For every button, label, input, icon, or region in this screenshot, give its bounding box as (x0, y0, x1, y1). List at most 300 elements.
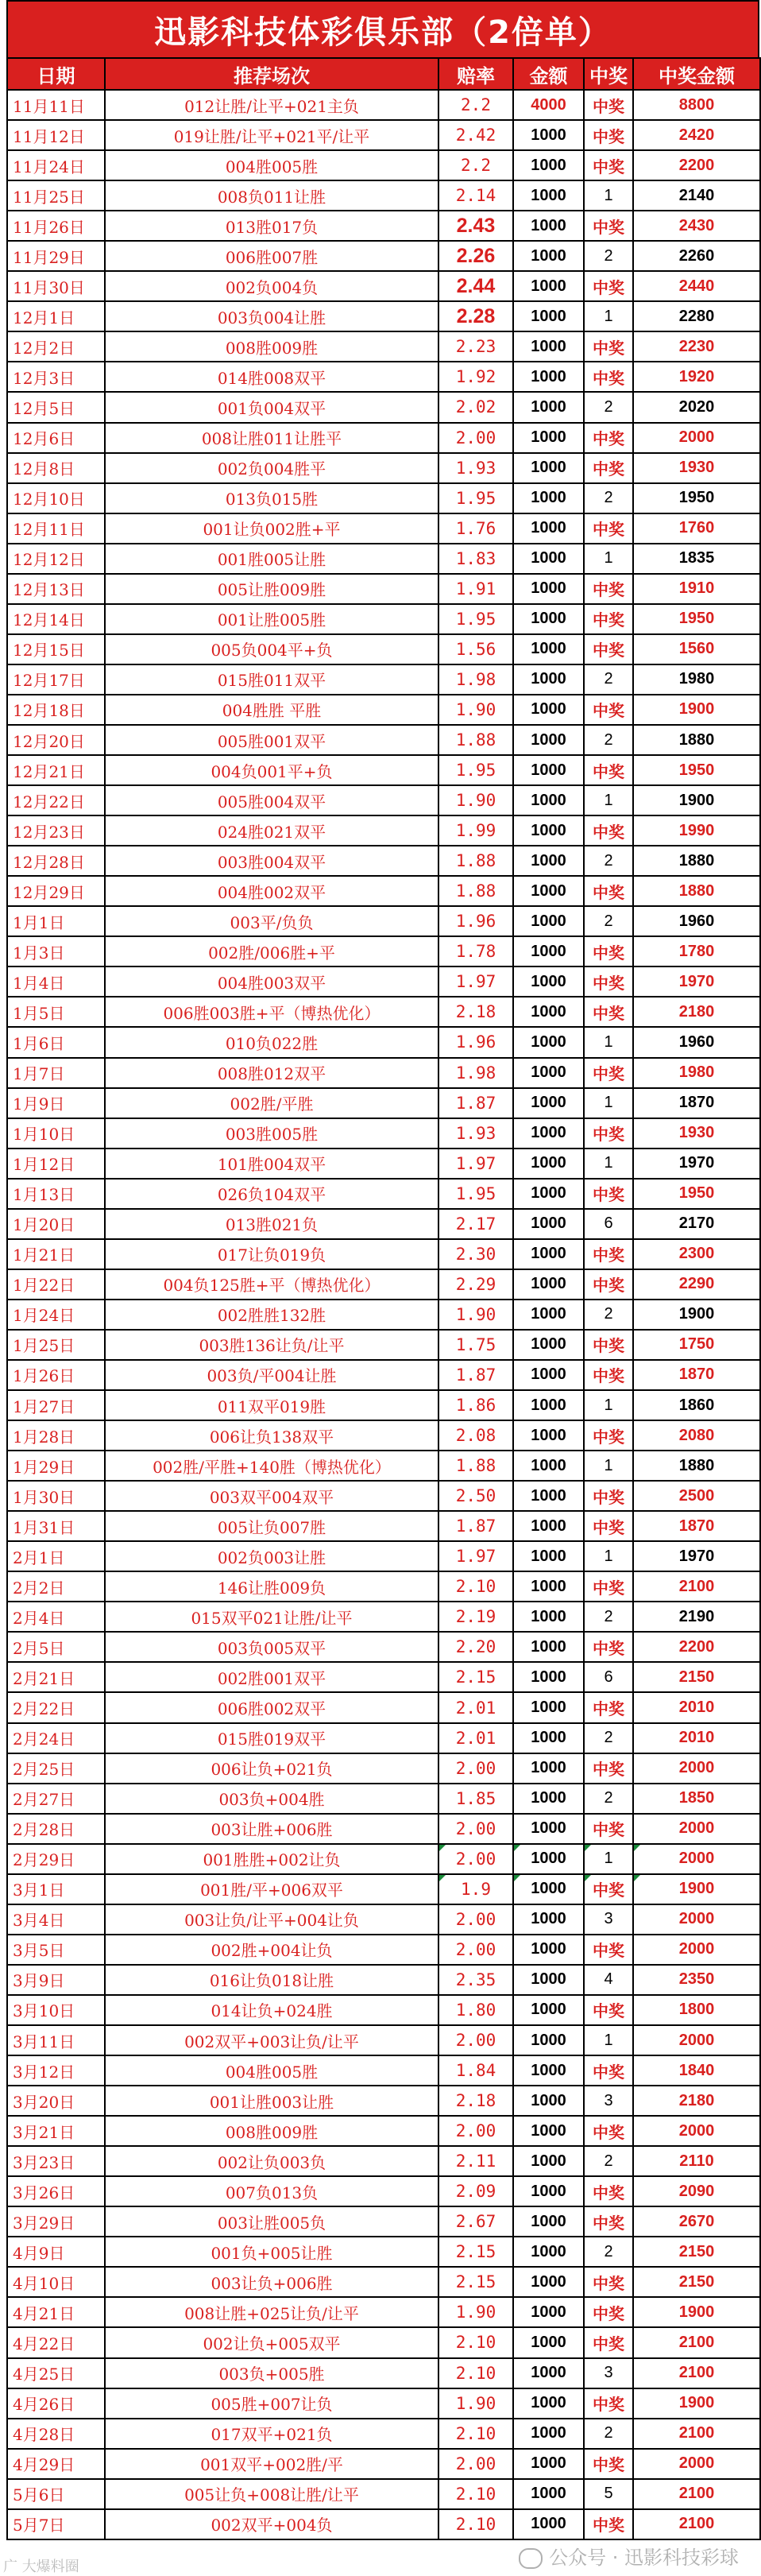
cell-date: 12月6日 (7, 423, 105, 453)
cell-match: 001双平+002胜/平 (105, 2449, 438, 2479)
cell-prize: 6 (584, 1209, 633, 1239)
cell-amount: 1000 (513, 1511, 584, 1541)
cell-amount: 1000 (513, 2267, 584, 2297)
cell-prize: 中奖 (584, 604, 633, 634)
table-row (7, 634, 760, 664)
cell-match: 003让胜005负 (105, 2206, 438, 2237)
cell-odds: 1.99 (438, 815, 513, 846)
table-row (7, 271, 760, 301)
cell-amount: 1000 (513, 2449, 584, 2479)
table-row (7, 2237, 760, 2267)
cell-match: 014胜008双平 (105, 362, 438, 392)
cell-odds: 2.17 (438, 1209, 513, 1239)
lottery-record-sheet (6, 0, 759, 2540)
cell-prize: 中奖 (584, 2509, 633, 2539)
table-row (7, 997, 760, 1027)
cell-prize: 2 (584, 664, 633, 695)
cell-match: 026负104双平 (105, 1179, 438, 1209)
cell-prize: 中奖 (584, 2327, 633, 2357)
table-row (7, 695, 760, 725)
cell-match: 006胜003胜+平（博热优化） (105, 997, 438, 1027)
cell-match: 013胜021负 (105, 1209, 438, 1239)
cell-amount: 1000 (513, 1118, 584, 1149)
cell-match: 001胜/平+006双平 (105, 1874, 438, 1904)
cell-date: 4月10日 (7, 2267, 105, 2297)
cell-match: 001让胜003让胜 (105, 2086, 438, 2116)
cell-amount: 1000 (513, 1935, 584, 1965)
cell-date: 11月26日 (7, 211, 105, 241)
cell-payout: 2090 (633, 2176, 760, 2206)
cell-prize: 中奖 (584, 150, 633, 180)
cell-odds: 1.9 (438, 1874, 513, 1904)
cell-amount: 1000 (513, 1058, 584, 1088)
cell-odds: 2.26 (438, 241, 513, 271)
cell-prize: 中奖 (584, 1511, 633, 1541)
table-row (7, 664, 760, 695)
cell-match: 015胜011双平 (105, 664, 438, 695)
cell-odds: 1.90 (438, 2388, 513, 2419)
cell-amount: 1000 (513, 2327, 584, 2357)
cell-odds: 1.90 (438, 2297, 513, 2327)
cell-payout: 2180 (633, 2086, 760, 2116)
cell-prize: 2 (584, 846, 633, 876)
table-row (7, 150, 760, 180)
cell-payout: 2430 (633, 211, 760, 241)
cell-date: 12月15日 (7, 634, 105, 664)
cell-prize: 中奖 (584, 1420, 633, 1451)
table-row (7, 1481, 760, 1511)
cell-date: 2月25日 (7, 1753, 105, 1784)
cell-payout: 2280 (633, 301, 760, 331)
cell-amount: 1000 (513, 906, 584, 936)
cell-odds: 2.10 (438, 2479, 513, 2509)
cell-match: 014让负+024胜 (105, 1995, 438, 2025)
cell-payout: 1900 (633, 785, 760, 815)
cell-prize: 6 (584, 1662, 633, 1692)
cell-odds: 2.10 (438, 2509, 513, 2539)
table-row (7, 392, 760, 422)
cell-prize: 1 (584, 1390, 633, 1420)
cell-odds: 1.85 (438, 1784, 513, 1814)
cell-prize: 1 (584, 301, 633, 331)
cell-payout: 1870 (633, 1088, 760, 1118)
cell-payout: 2000 (633, 1935, 760, 1965)
table-row (7, 785, 760, 815)
cell-payout: 1850 (633, 1784, 760, 1814)
cell-payout: 8800 (633, 90, 760, 120)
cell-odds: 2.14 (438, 180, 513, 211)
table-row (7, 1632, 760, 1662)
cell-prize: 中奖 (584, 755, 633, 785)
cell-date: 1月5日 (7, 997, 105, 1027)
cell-match: 004胜003双平 (105, 966, 438, 997)
cell-date: 1月13日 (7, 1179, 105, 1209)
cell-odds: 1.93 (438, 453, 513, 483)
cell-odds: 2.02 (438, 392, 513, 422)
cell-match: 005让负007胜 (105, 1511, 438, 1541)
cell-prize: 2 (584, 906, 633, 936)
cell-payout: 1900 (633, 695, 760, 725)
cell-payout: 1950 (633, 483, 760, 513)
table-row (7, 331, 760, 362)
cell-date: 1月12日 (7, 1149, 105, 1179)
cell-date: 1月30日 (7, 1481, 105, 1511)
table-row (7, 483, 760, 513)
cell-payout: 2190 (633, 1602, 760, 1632)
cell-amount: 1000 (513, 2237, 584, 2267)
cell-amount: 1000 (513, 1602, 584, 1632)
cell-date: 4月26日 (7, 2388, 105, 2419)
cell-prize: 中奖 (584, 1330, 633, 1360)
cell-date: 4月25日 (7, 2358, 105, 2388)
table-row (7, 2055, 760, 2086)
cell-payout: 1950 (633, 1179, 760, 1209)
cell-match: 008胜009胜 (105, 2116, 438, 2146)
watermark-right-text: 公众号 · 迅影科技彩球 (549, 2547, 739, 2569)
cell-odds: 2.10 (438, 2419, 513, 2449)
cell-amount: 1000 (513, 604, 584, 634)
cell-payout: 1840 (633, 2055, 760, 2086)
table-row (7, 1360, 760, 1390)
table-row (7, 1541, 760, 1571)
cell-odds: 2.00 (438, 1935, 513, 1965)
cell-date: 12月20日 (7, 725, 105, 755)
cell-amount: 1000 (513, 1814, 584, 1844)
table-row (7, 876, 760, 906)
cell-odds: 1.90 (438, 1300, 513, 1330)
watermark-left: 广 大爆料圈 (3, 2559, 79, 2575)
cell-odds: 2.01 (438, 1692, 513, 1722)
table-row (7, 1088, 760, 1118)
table-row (7, 2206, 760, 2237)
cell-date: 12月29日 (7, 876, 105, 906)
cell-match: 001胜胜+002让负 (105, 1844, 438, 1874)
sheet-title: 迅影科技体彩俱乐部（2倍单） (6, 0, 759, 57)
cell-payout: 2000 (633, 1904, 760, 1935)
table-row (7, 815, 760, 846)
cell-payout: 1950 (633, 755, 760, 785)
cell-match: 003胜004双平 (105, 846, 438, 876)
header-date: 日期 (7, 58, 105, 90)
cell-odds: 1.88 (438, 725, 513, 755)
cell-date: 4月28日 (7, 2419, 105, 2449)
table-row (7, 1511, 760, 1541)
cell-date: 3月21日 (7, 2116, 105, 2146)
table-row (7, 120, 760, 150)
cell-amount: 1000 (513, 1541, 584, 1571)
cell-amount: 1000 (513, 2297, 584, 2327)
cell-payout: 1920 (633, 362, 760, 392)
cell-prize: 中奖 (584, 1753, 633, 1784)
cell-match: 017双平+021负 (105, 2419, 438, 2449)
cell-prize: 2 (584, 2237, 633, 2267)
table-row (7, 725, 760, 755)
cell-amount: 1000 (513, 2086, 584, 2116)
cell-odds: 2.30 (438, 1239, 513, 1269)
cell-prize: 1 (584, 544, 633, 574)
cell-date: 12月2日 (7, 331, 105, 362)
cell-amount: 1000 (513, 1451, 584, 1481)
cell-odds: 2.10 (438, 1571, 513, 1602)
cell-prize: 4 (584, 1965, 633, 1995)
table-row (7, 2086, 760, 2116)
cell-odds: 1.90 (438, 695, 513, 725)
cell-date: 2月27日 (7, 1784, 105, 1814)
cell-amount: 1000 (513, 1209, 584, 1239)
cell-prize: 中奖 (584, 1692, 633, 1722)
cell-date: 3月5日 (7, 1935, 105, 1965)
cell-amount: 1000 (513, 966, 584, 997)
cell-date: 3月10日 (7, 1995, 105, 2025)
table-row (7, 1814, 760, 1844)
cell-prize: 2 (584, 725, 633, 755)
cell-date: 1月24日 (7, 1300, 105, 1330)
table-row (7, 1179, 760, 1209)
wechat-icon (519, 2548, 543, 2569)
cell-match: 005让负+008让胜/让平 (105, 2479, 438, 2509)
cell-amount: 1000 (513, 211, 584, 241)
cell-prize: 中奖 (584, 1571, 633, 1602)
cell-match: 002胜/平胜 (105, 1088, 438, 1118)
table-row (7, 2146, 760, 2176)
cell-amount: 4000 (513, 90, 584, 120)
table-row (7, 966, 760, 997)
table-row (7, 1390, 760, 1420)
cell-odds: 1.88 (438, 876, 513, 906)
table-row (7, 1300, 760, 1330)
cell-date: 5月6日 (7, 2479, 105, 2509)
table-row (7, 90, 760, 120)
cell-prize: 中奖 (584, 331, 633, 362)
cell-amount: 1000 (513, 1330, 584, 1360)
cell-odds: 2.28 (438, 301, 513, 331)
cell-odds: 2.08 (438, 1420, 513, 1451)
cell-date: 1月26日 (7, 1360, 105, 1390)
cell-payout: 2290 (633, 1269, 760, 1300)
cell-odds: 1.88 (438, 1451, 513, 1481)
cell-match: 001让负002胜+平 (105, 513, 438, 544)
cell-date: 12月10日 (7, 483, 105, 513)
cell-payout: 2000 (633, 1844, 760, 1874)
cell-date: 11月12日 (7, 120, 105, 150)
cell-amount: 1000 (513, 1088, 584, 1118)
cell-match: 008让胜+025让负/让平 (105, 2297, 438, 2327)
cell-amount: 1000 (513, 664, 584, 695)
cell-date: 1月28日 (7, 1420, 105, 1451)
cell-amount: 1000 (513, 180, 584, 211)
cell-prize: 2 (584, 1300, 633, 1330)
cell-odds: 1.76 (438, 513, 513, 544)
cell-match: 002胜001双平 (105, 1662, 438, 1692)
cell-match: 002双平+004负 (105, 2509, 438, 2539)
header-odds: 赔率 (438, 58, 513, 90)
cell-match: 008负011让胜 (105, 180, 438, 211)
cell-prize: 2 (584, 2419, 633, 2449)
cell-odds: 2.11 (438, 2146, 513, 2176)
table-row (7, 180, 760, 211)
cell-payout: 2100 (633, 2479, 760, 2509)
cell-prize: 中奖 (584, 695, 633, 725)
cell-odds: 1.97 (438, 966, 513, 997)
table-row (7, 1330, 760, 1360)
header-row (7, 58, 760, 90)
cell-amount: 1000 (513, 2176, 584, 2206)
table-row (7, 1753, 760, 1784)
cell-odds: 1.96 (438, 1027, 513, 1057)
cell-match: 004负001平+负 (105, 755, 438, 785)
cell-odds: 1.98 (438, 664, 513, 695)
cell-prize: 中奖 (584, 876, 633, 906)
cell-prize: 中奖 (584, 1814, 633, 1844)
table-row (7, 1874, 760, 1904)
cell-prize: 中奖 (584, 1118, 633, 1149)
cell-date: 12月22日 (7, 785, 105, 815)
cell-payout: 1880 (633, 876, 760, 906)
cell-prize: 中奖 (584, 1632, 633, 1662)
cell-prize: 中奖 (584, 1995, 633, 2025)
cell-payout: 2000 (633, 2025, 760, 2055)
cell-amount: 1000 (513, 271, 584, 301)
cell-odds: 1.96 (438, 906, 513, 936)
cell-odds: 2.50 (438, 1481, 513, 1511)
cell-payout: 2420 (633, 120, 760, 150)
cell-date: 4月21日 (7, 2297, 105, 2327)
cell-amount: 1000 (513, 513, 584, 544)
cell-date: 12月18日 (7, 695, 105, 725)
cell-odds: 2.18 (438, 997, 513, 1027)
cell-payout: 2000 (633, 1814, 760, 1844)
cell-prize: 中奖 (584, 1935, 633, 1965)
cell-payout: 2010 (633, 1692, 760, 1722)
cell-date: 12月14日 (7, 604, 105, 634)
cell-payout: 1870 (633, 1360, 760, 1390)
cell-match: 003让负+006胜 (105, 2267, 438, 2297)
cell-match: 001胜005让胜 (105, 544, 438, 574)
table-row (7, 906, 760, 936)
cell-amount: 1000 (513, 1995, 584, 2025)
cell-date: 1月22日 (7, 1269, 105, 1300)
cell-prize: 中奖 (584, 513, 633, 544)
cell-prize: 1 (584, 1451, 633, 1481)
cell-prize: 中奖 (584, 634, 633, 664)
cell-odds: 1.88 (438, 846, 513, 876)
table-row (7, 453, 760, 483)
cell-amount: 1000 (513, 2055, 584, 2086)
cell-payout: 1760 (633, 513, 760, 544)
table-row (7, 1965, 760, 1995)
cell-prize: 中奖 (584, 2449, 633, 2479)
cell-amount: 1000 (513, 1571, 584, 1602)
cell-payout: 2300 (633, 1239, 760, 1269)
cell-match: 005胜001双平 (105, 725, 438, 755)
cell-amount: 1000 (513, 1179, 584, 1209)
cell-payout: 2080 (633, 1420, 760, 1451)
cell-odds: 2.00 (438, 2116, 513, 2146)
cell-match: 003负/平004让胜 (105, 1360, 438, 1390)
cell-payout: 1950 (633, 604, 760, 634)
cell-payout: 2000 (633, 423, 760, 453)
cell-prize: 1 (584, 1027, 633, 1057)
table-row (7, 362, 760, 392)
table-row (7, 2327, 760, 2357)
table-row (7, 1118, 760, 1149)
cell-odds: 2.00 (438, 423, 513, 453)
table-row (7, 2116, 760, 2146)
cell-match: 016让负018让胜 (105, 1965, 438, 1995)
cell-match: 002负004负 (105, 271, 438, 301)
cell-payout: 2500 (633, 1481, 760, 1511)
cell-amount: 1000 (513, 1390, 584, 1420)
table-row (7, 755, 760, 785)
cell-prize: 中奖 (584, 2176, 633, 2206)
cell-amount: 1000 (513, 241, 584, 271)
cell-date: 1月31日 (7, 1511, 105, 1541)
cell-odds: 2.43 (438, 211, 513, 241)
cell-match: 003胜005胜 (105, 1118, 438, 1149)
cell-match: 006让负+021负 (105, 1753, 438, 1784)
cell-prize: 5 (584, 2479, 633, 2509)
cell-odds: 2.42 (438, 120, 513, 150)
header-payout: 中奖金额 (633, 58, 760, 90)
cell-prize: 中奖 (584, 211, 633, 241)
cell-odds: 1.97 (438, 1149, 513, 1179)
cell-odds: 1.95 (438, 604, 513, 634)
cell-match: 008胜009胜 (105, 331, 438, 362)
cell-amount: 1000 (513, 2509, 584, 2539)
header-match: 推荐场次 (105, 58, 438, 90)
cell-amount: 1000 (513, 2419, 584, 2449)
cell-odds: 2.18 (438, 2086, 513, 2116)
cell-match: 001让胜005胜 (105, 604, 438, 634)
cell-amount: 1000 (513, 1753, 584, 1784)
cell-payout: 2350 (633, 1965, 760, 1995)
cell-match: 003让负/让平+004让负 (105, 1904, 438, 1935)
cell-odds: 2.2 (438, 90, 513, 120)
cell-payout: 1560 (633, 634, 760, 664)
cell-amount: 1000 (513, 634, 584, 664)
cell-match: 013负015胜 (105, 483, 438, 513)
cell-amount: 1000 (513, 1420, 584, 1451)
cell-match: 003负004让胜 (105, 301, 438, 331)
cell-prize: 中奖 (584, 1269, 633, 1300)
cell-date: 1月10日 (7, 1118, 105, 1149)
cell-date: 1月21日 (7, 1239, 105, 1269)
table-row (7, 2479, 760, 2509)
cell-amount: 1000 (513, 785, 584, 815)
cell-odds: 1.92 (438, 362, 513, 392)
table-row (7, 1058, 760, 1088)
table-row (7, 936, 760, 966)
cell-amount: 1000 (513, 453, 584, 483)
cell-payout: 1800 (633, 1995, 760, 2025)
cell-date: 2月5日 (7, 1632, 105, 1662)
cell-payout: 1970 (633, 966, 760, 997)
cell-amount: 1000 (513, 876, 584, 906)
cell-payout: 2150 (633, 1662, 760, 1692)
table-row (7, 574, 760, 604)
cell-date: 11月30日 (7, 271, 105, 301)
table-row (7, 1269, 760, 1300)
cell-match: 003胜136让负/让平 (105, 1330, 438, 1360)
cell-payout: 2230 (633, 331, 760, 362)
table-row (7, 2358, 760, 2388)
cell-amount: 1000 (513, 755, 584, 785)
table-row (7, 1784, 760, 1814)
cell-date: 12月1日 (7, 301, 105, 331)
cell-date: 2月2日 (7, 1571, 105, 1602)
cell-amount: 1000 (513, 846, 584, 876)
table-row (7, 1027, 760, 1057)
